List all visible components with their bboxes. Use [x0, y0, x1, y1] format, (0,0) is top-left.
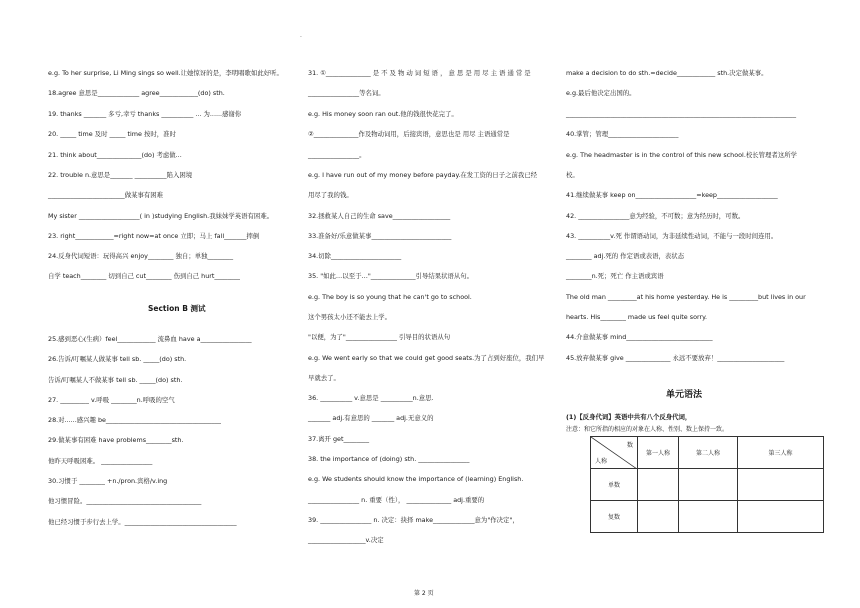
mid-line: 37.离开 get________	[308, 435, 370, 443]
mid-line: "以便，为了"________________ 引导目的状语从句	[308, 333, 451, 341]
table-cell	[638, 501, 679, 533]
mid-line: ________________ n. 重要（性）， ______________ adj.重要的	[308, 496, 485, 504]
left-line: 自学 teach________ 切到自己 cut________ 伤到自己 hurt________	[48, 272, 240, 280]
mid-line: 36. __________ v.意思是 __________n.意思.	[308, 394, 434, 402]
left-line: 28.对......感兴趣 be____________________________________	[48, 416, 221, 424]
left-line: 25.感到恶心(生病）feel____________ 流鼻血 have a________________	[48, 335, 252, 343]
table-cell	[679, 501, 738, 533]
left-line: 23. right____________=right now=at once 立即；马上 fall_______摔倒	[48, 232, 260, 240]
left-line: 他昨天呼吸困难。 ________________	[48, 457, 153, 465]
mid-line: 39. ________________ n. 决定：抉择 make_____________意为"作决定"，	[308, 516, 519, 524]
left-line: 27. _________ v.呼吸 ________n.呼吸的空气	[48, 396, 175, 404]
page-number: 第 2 页	[414, 590, 434, 597]
left-line: 21. think about______________(do) 考虑做...	[48, 151, 182, 159]
mid-line: ________________。	[308, 151, 366, 159]
corner-top-label: 数	[626, 442, 633, 449]
grammar-subtitle: (1)【反身代词】英语中共有八个反身代词，	[566, 413, 692, 421]
right-line: 41.继续做某事 keep on___________________=keep___________________	[566, 191, 778, 199]
mid-line: ②______________作及物动词用，后接宾语，意思也是 用尽 主语通常是	[308, 130, 510, 138]
left-line: 告诉/叮嘱某人不做某事 tell sb. _____(do) sth.	[48, 376, 183, 384]
left-line: 19. thanks _______ 多亏,幸亏 thanks __________ ... 为......感谢你	[48, 110, 242, 118]
table-cell	[638, 469, 679, 501]
mid-line: e.g. I have run out of my money before payday.在发工资的日子之前我已经	[308, 171, 538, 179]
section-b-heading: Section B 测试	[148, 304, 206, 313]
mid-line: e.g. We went early so that we could get good seats.为了占到好座位，我们早	[308, 354, 545, 362]
mid-line: 用尽了我的钱。	[308, 191, 353, 199]
mid-line: 38. the importance of (doing) sth. ________________	[308, 455, 470, 463]
left-line: 他习惯冒险。____________________________________	[48, 497, 202, 505]
right-line: 45.放弃做某事 give ______________ 永远不要放弃！_____________________	[566, 354, 785, 362]
right-line: 校。	[566, 171, 579, 179]
left-line: 26.告诉/叮嘱某人做某事 tell sb. _____(do) sth.	[48, 355, 187, 363]
right-line: 42. ________________意为经验，不可数；意为经历时，可数。	[566, 212, 745, 220]
mid-line: 35. "如此…以至于…"______________引导结果状语从句。	[308, 272, 474, 280]
table-cell	[679, 469, 738, 501]
left-line: 20. _____ time 及时 _____ time 按时，准时	[48, 130, 176, 138]
mid-line: _______ adj.有意思的 _______ adj.无意义的	[308, 414, 434, 422]
right-line: 40.掌管；管理______________________	[566, 130, 679, 138]
left-line: 他已经习惯于步行去上学。___________________________________	[48, 518, 237, 526]
right-line: 43. __________v.死 作谓语动词，为非延续性动词，不能与一段时间连用。	[566, 232, 778, 240]
table-cell	[738, 501, 824, 533]
corner-bottom-label: 人称	[595, 458, 608, 465]
left-line: ________________________做某事有困难	[48, 191, 164, 199]
grammar-heading: 单元语法	[666, 390, 703, 400]
right-line: 44.介意做某事 mind___________________________	[566, 333, 713, 341]
header-cell: 第二人称	[679, 437, 738, 469]
mid-line: e.g. The boy is so young that he can't go to school.	[308, 293, 472, 301]
left-line: e.g. To her surprise, Li Ming sings so well.让她惊讶的是，李明唱歌如此好听。	[48, 69, 283, 77]
header-cell: 第一人称	[638, 437, 679, 469]
row-label: 单数	[591, 469, 638, 501]
mid-line: 31. ①______________ 是 不 及 物 动 词 短 语 ， 意 思 是 用 尽 主 语 通 常 是	[308, 69, 531, 77]
right-line: The old man _________at his home yesterday. He is _________but lives in our	[566, 293, 806, 301]
mid-line: ________________等名词。	[308, 89, 385, 97]
mid-line: __________________v.决定	[308, 536, 384, 544]
left-line: 22. trouble n.意思是_______ __________陷入困境	[48, 171, 193, 179]
left-line: My sister ___________________( in )studying English.我妹妹学英语有困难。	[48, 212, 274, 220]
right-line: ________ adj.死的 作定语或表语，表状态	[566, 252, 685, 260]
right-line: make a decision to do sth.=decide____________ sth.决定做某事。	[566, 69, 768, 77]
mid-line: 这个男孩太小还不能去上学。	[308, 313, 392, 321]
right-line: e.g.最后他决定出国的。	[566, 89, 636, 97]
corner-cell	[591, 437, 638, 469]
left-line: 24.反身代词短语：玩得高兴 enjoy________ 独自；单独________	[48, 252, 234, 260]
table-cell	[738, 469, 824, 501]
left-line: 29.做某事有困难 have problems________sth.	[48, 436, 184, 444]
pronoun-table	[590, 436, 824, 533]
right-line: ________________________________________________________________________	[566, 110, 797, 118]
mid-line: e.g. We students should know the importance of (learning) English.	[308, 475, 524, 483]
right-line: ________n.死；死亡 作主语或宾语	[566, 272, 664, 280]
left-line: 30.习惯于 ________ +n./pron.宾格/v.ing	[48, 477, 168, 485]
grammar-note: 注意：和它所指的相应的对象在人称、性别、数上保持一致。	[566, 426, 729, 433]
mid-line: 32.拯救某人自己的生命 save__________________	[308, 212, 451, 220]
right-line: hearts. His________ made us feel quite sorry.	[566, 313, 708, 321]
header-cell: 第三人称	[738, 437, 824, 469]
row-label: 复数	[591, 501, 638, 533]
mid-line: 34.切除______________________	[308, 252, 402, 260]
top-mark: ·	[300, 34, 302, 41]
right-line: e.g. The headmaster is in the control of this new school.校长管理者这所学	[566, 151, 797, 159]
mid-line: 早就去了。	[308, 374, 340, 382]
left-line: 18.agree 意思是_____________ agree____________(do) sth.	[48, 89, 225, 97]
mid-line: e.g. His money soon ran out.他的钱很快花完了。	[308, 110, 458, 118]
mid-line: 33.准备好/乐意做某事_________________________	[308, 232, 452, 240]
